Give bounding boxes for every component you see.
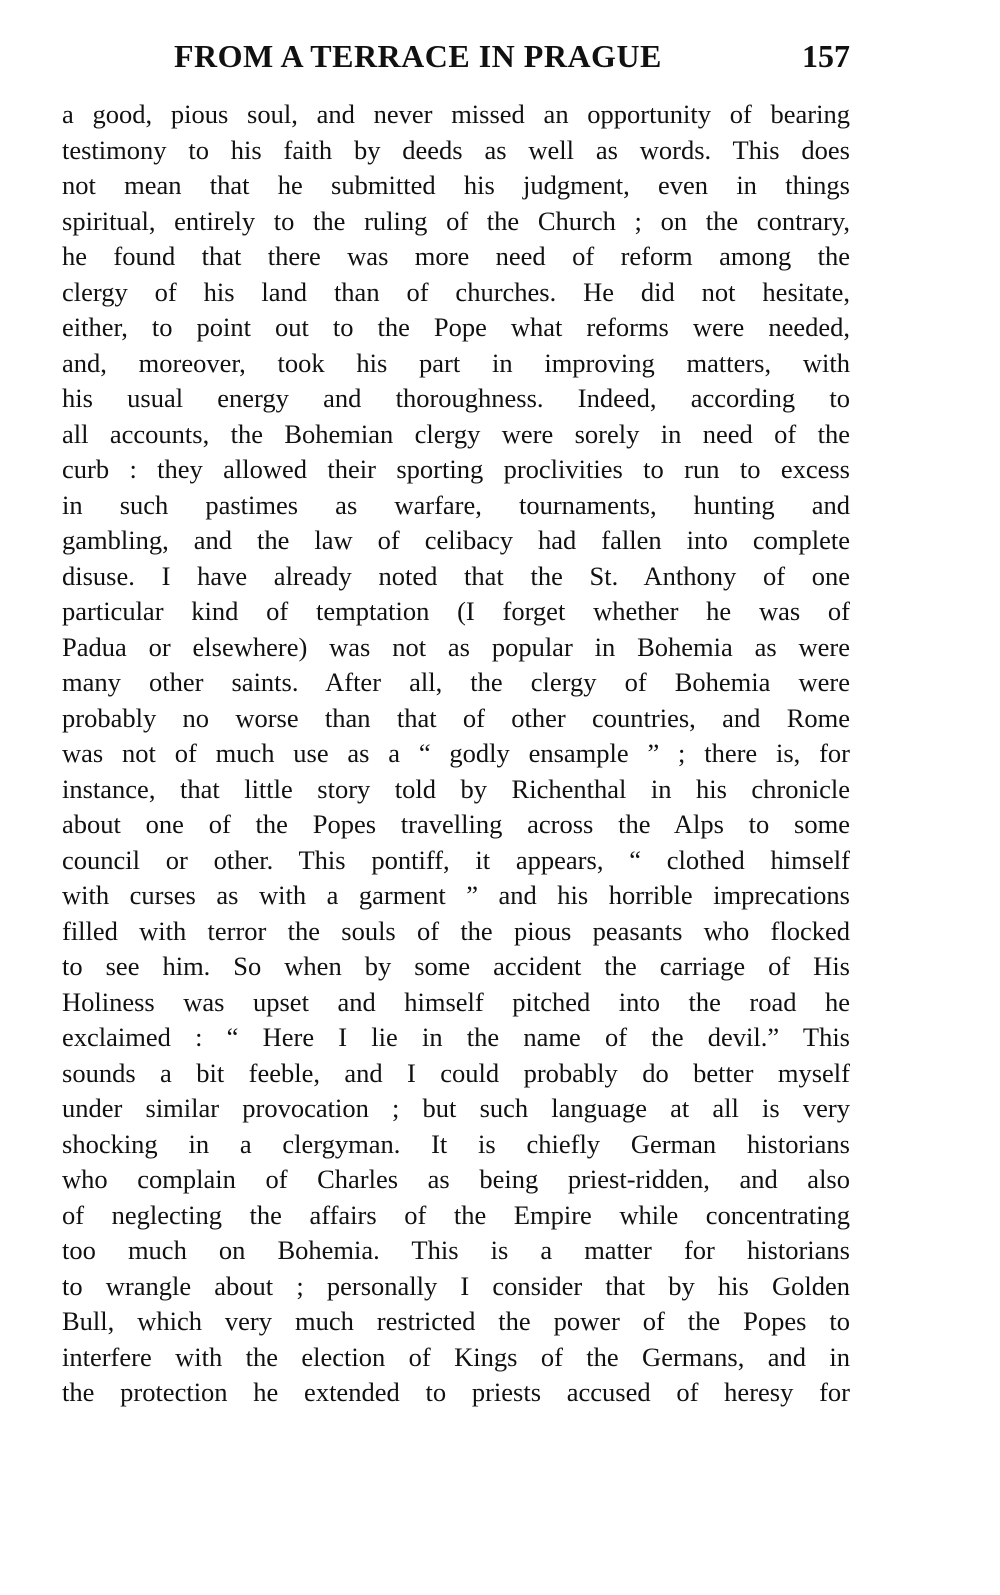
- text-line: he found that there was more need of reform among the: [62, 241, 850, 271]
- text-line: too much on Bohemia. This is a matter for historians: [62, 1235, 850, 1265]
- text-line: exclaimed : “ Here I lie in the name of the devil.” This: [62, 1022, 850, 1052]
- text-line: not mean that he submitted his judgment, even in things: [62, 170, 850, 200]
- text-line: of neglecting the affairs of the Empire while concentrating: [62, 1199, 850, 1230]
- text-line: curb : they allowed their sporting proclivities to run to excess: [62, 454, 850, 484]
- text-line: many other saints. After all, the clergy of Bohemia were: [62, 667, 850, 697]
- text-line: spiritual, entirely to the ruling of the Church ; on the contrary,: [62, 205, 850, 236]
- page-number: 157: [802, 38, 850, 74]
- text-line: filled with terror the souls of the pious peasants who flocked: [62, 915, 850, 946]
- text-line: Padua or elsewhere) was not as popular in Bohemia as were: [62, 631, 850, 662]
- text-line: was not of much use as a “ godly ensample ” ; there is, for: [62, 738, 850, 768]
- text-line: with curses as with a garment ” and his horrible imprecations: [62, 880, 850, 910]
- running-title: FROM A TERRACE IN PRAGUE: [174, 38, 662, 74]
- text-line: probably no worse than that of other countries, and Rome: [62, 702, 850, 733]
- text-line: to see him. So when by some accident the carriage of His: [62, 951, 850, 981]
- text-line: gambling, and the law of celibacy had fallen into complete: [62, 525, 850, 555]
- text-line: disuse. I have already noted that the St. Anthony of one: [62, 560, 850, 591]
- text-line: either, to point out to the Pope what reforms were needed,: [62, 312, 850, 342]
- text-line: all accounts, the Bohemian clergy were sorely in need of the: [62, 418, 850, 449]
- text-line: clergy of his land than of churches. He did not hesitate,: [62, 276, 850, 307]
- text-line: his usual energy and thoroughness. Indeed, according to: [62, 383, 850, 413]
- text-line: in such pastimes as warfare, tournaments, hunting and: [62, 489, 850, 520]
- text-line: and, moreover, took his part in improving matters, with: [62, 347, 850, 378]
- text-line: shocking in a clergyman. It is chiefly German historians: [62, 1128, 850, 1159]
- text-line: sounds a bit feeble, and I could probably do better myself: [62, 1057, 850, 1088]
- text-line: council or other. This pontiff, it appears, “ clothed himself: [62, 844, 850, 875]
- text-line: Holiness was upset and himself pitched into the road he: [62, 986, 850, 1017]
- body-text: [62, 97, 850, 1411]
- text-line: to wrangle about ; personally I consider that by his Golden: [62, 1270, 850, 1301]
- text-line: instance, that little story told by Richenthal in his chronicle: [62, 773, 850, 804]
- text-line: the protection he extended to priests accused of heresy for: [62, 1377, 850, 1407]
- text-line: Bull, which very much restricted the power of the Popes to: [62, 1306, 850, 1336]
- text-line: a good, pious soul, and never missed an opportunity of bearing: [62, 99, 850, 129]
- text-line: under similar provocation ; but such language at all is very: [62, 1093, 850, 1123]
- text-line: who complain of Charles as being priest-ridden, and also: [62, 1164, 850, 1194]
- text-line: testimony to his faith by deeds as well as words. This does: [62, 134, 850, 165]
- text-line: particular kind of temptation (I forget whether he was of: [62, 596, 850, 626]
- text-line: interfere with the election of Kings of the Germans, and in: [62, 1341, 850, 1372]
- page-header: [62, 38, 850, 78]
- text-line: about one of the Popes travelling across the Alps to some: [62, 809, 850, 839]
